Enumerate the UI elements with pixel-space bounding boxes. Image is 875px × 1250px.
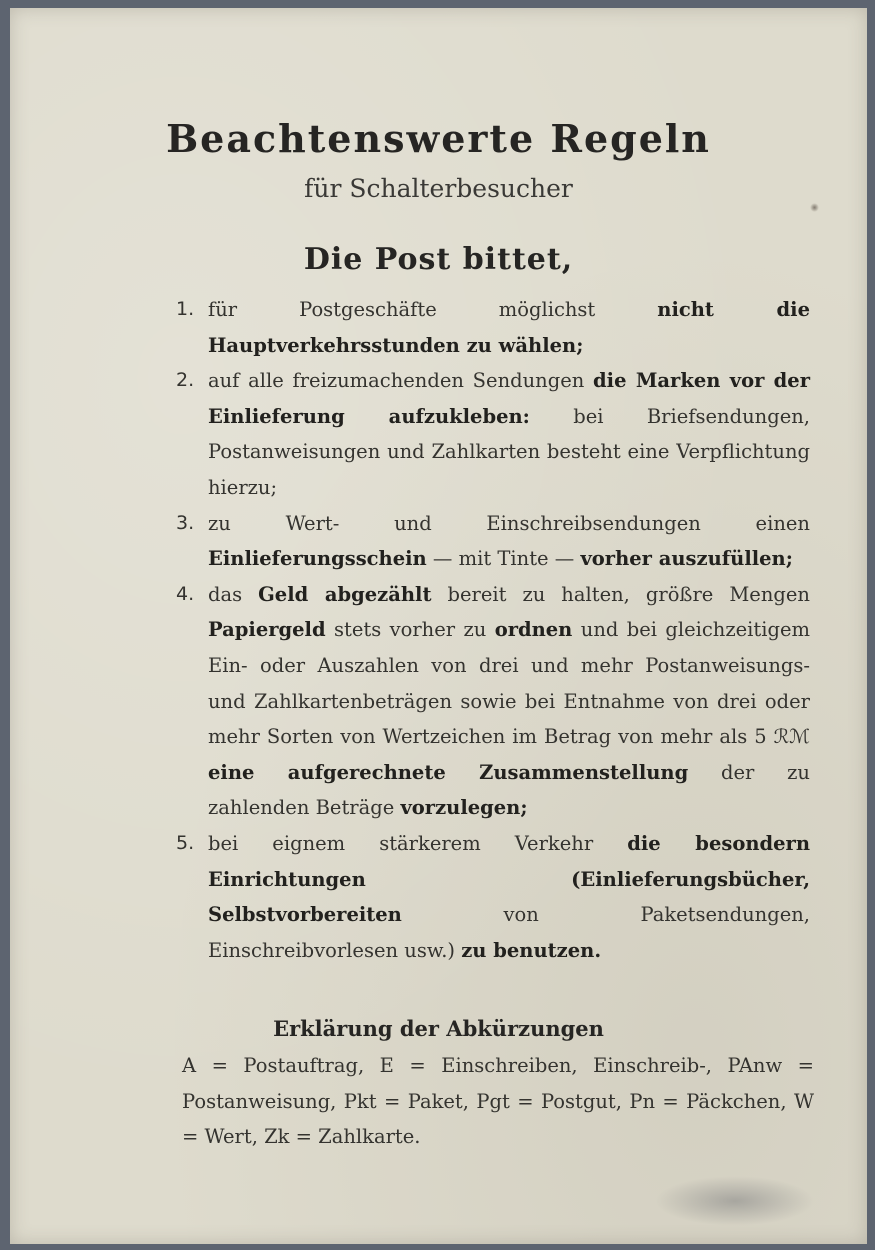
rule-number: 5.: [176, 831, 195, 854]
rule-item: [170, 292, 810, 363]
rule-text: bei eignem stärkerem Verkehr: [208, 831, 628, 855]
document-subtitle: für Schalterbesucher: [304, 174, 573, 203]
rule-text: stets vorher zu: [325, 618, 495, 642]
rule-text-emphasis: die besondern Einrichtungen (Einlieferungsbücher, Selbstvorbereiten: [208, 831, 811, 927]
rule-text-emphasis: zu benutzen.: [461, 938, 602, 962]
rule-item: [170, 826, 810, 968]
paper-blemish: [810, 203, 819, 212]
section-heading: Die Post bittet,: [303, 242, 574, 277]
rule-text-emphasis: nicht die Hauptverkehrsstunden zu wählen;: [208, 298, 810, 357]
rule-text: von Paketsendungen, Einschreibvorlesen usw.): [208, 903, 810, 962]
rule-number: 3.: [176, 511, 195, 534]
rule-text-emphasis: vorher auszufüllen;: [580, 547, 793, 571]
rule-item: [170, 577, 810, 826]
abbreviations-text: A = Postauftrag, E = Einschreiben, Einschreib-, PAnw = Postanweisung, Pkt = Paket, Pgt = Postgut, Pn = Päckchen, W = Wert, Zk = Zahlkarte.: [182, 1054, 814, 1149]
rule-text: bei Briefsendungen, Postanweisungen und Zahlkarten besteht eine Verpflichtung hierzu;: [208, 404, 810, 499]
rule-text: auf alle freizumachenden Sendungen: [208, 369, 594, 393]
rule-text-emphasis: eine aufgerechnete Zusammenstellung: [208, 760, 689, 784]
document-sheet: [10, 8, 867, 1244]
rule-text-emphasis: die Marken vor der Einlieferung aufzukleben:: [208, 369, 810, 428]
rule-text: — mit Tinte —: [426, 547, 581, 571]
rule-item: [170, 506, 810, 577]
rule-number: 4.: [176, 582, 195, 605]
rule-text-emphasis: ordnen: [494, 618, 573, 642]
rule-item: [170, 363, 810, 505]
rules-list: [170, 292, 810, 968]
document-title: Beachtenswerte Regeln: [166, 116, 711, 161]
rule-text: und bei gleichzeitigem Ein- oder Auszahlen von drei und mehr Postanweisungs- und Zahlkartenbeträgen sowie bei Entnahme von drei oder mehr Sorten von Wertzeichen im Betrag von mehr als 5 ℛℳ: [208, 618, 810, 749]
rule-text-emphasis: Geld abgezählt: [258, 582, 432, 606]
rule-text-emphasis: Papiergeld: [208, 618, 326, 642]
paper-stain: [655, 1176, 815, 1226]
rule-number: 2.: [176, 369, 195, 392]
abbreviations-title: Erklärung der Abkürzungen: [273, 1016, 604, 1041]
rule-number: 1.: [176, 298, 195, 320]
rule-text: für Postgeschäfte möglichst: [208, 298, 658, 321]
rule-text: das: [208, 582, 259, 606]
rule-text: zu Wert- und Einschreibsendungen einen: [208, 511, 810, 535]
rule-text-emphasis: vorzulegen;: [400, 796, 528, 820]
rule-text: der zu zahlenden Beträge: [208, 760, 810, 820]
rule-text-emphasis: Einlieferungsschein: [208, 547, 427, 571]
rule-text: bereit zu halten, größre Mengen: [431, 582, 810, 606]
